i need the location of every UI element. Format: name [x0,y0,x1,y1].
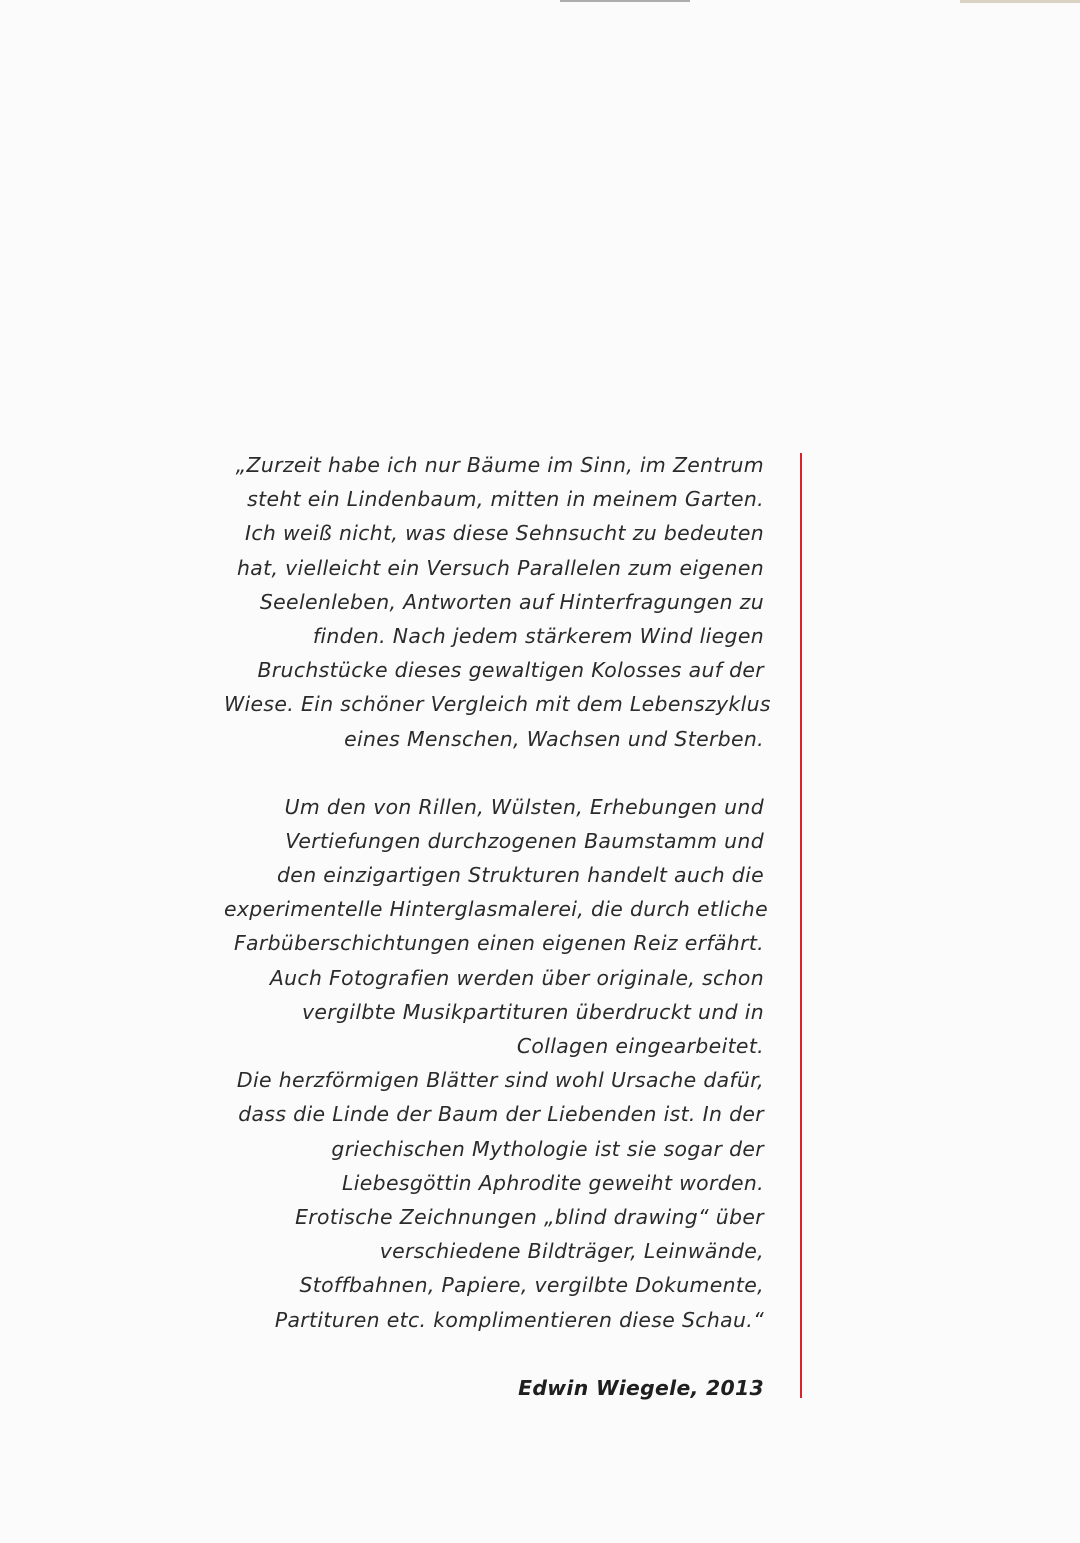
scan-edge-mark [560,0,690,2]
quote-line: den einzigartigen Strukturen handelt auch die [277,863,764,888]
quote-paragraph-2 [224,790,768,1337]
quote-line: Die herzförmigen Blätter sind wohl Ursache dafür, [236,1068,764,1093]
quote-line: dass die Linde der Baum der Liebenden ist. In der [238,1102,764,1127]
quote-line: Partituren etc. komplimentieren diese Schau.“ [274,1307,764,1332]
quote-line: hat, vielleicht ein Versuch Parallelen zum eigenen [237,555,764,580]
quote-line: Ich weiß nicht, was diese Sehnsucht zu bedeuten [244,521,764,546]
quote-line: Collagen eingearbeitet. [516,1034,764,1058]
paragraph-spacer [224,756,764,790]
scan-edge-mark-right [960,0,1080,3]
quote-line: griechischen Mythologie ist sie sogar der [331,1136,764,1161]
quote-line: experimentelle Hinterglasmalerei, die durch etliche [224,897,768,922]
quote-line: Wiese. Ein schöner Vergleich mit dem Lebenszyklus [224,692,771,717]
quote-line: verschiedene Bildträger, Leinwände, [379,1239,764,1264]
quote-line: steht ein Lindenbaum, mitten in meinem Garten. [247,487,764,512]
quote-line: Liebesgöttin Aphrodite geweiht worden. [342,1170,764,1195]
quote-line: eines Menschen, Wachsen und Sterben. [344,726,764,751]
quote-line: Vertiefungen durchzogenen Baumstamm und [285,828,764,853]
quote-line: Farbüberschichtungen einen eigenen Reiz erfährt. [233,931,764,956]
quote-line: Um den von Rillen, Wülsten, Erhebungen und [284,794,764,819]
red-vertical-rule [800,453,802,1398]
quote-line: finden. Nach jedem stärkerem Wind liegen [312,623,764,648]
quote-line: Erotische Zeichnungen „blind drawing“ über [295,1204,764,1229]
quote-line: Seelenleben, Antworten auf Hinterfragungen zu [259,589,764,614]
quote-line: „Zurzeit habe ich nur Bäume im Sinn, im Zentrum [235,453,764,477]
quote-paragraph-1 [224,448,771,756]
quote-line: Stoffbahnen, Papiere, vergilbte Dokumente, [299,1273,764,1298]
author-signature: Edwin Wiegele, 2013 [518,1375,764,1400]
quote-block [224,448,771,1405]
quote-line: Bruchstücke dieses gewaltigen Kolosses auf der [257,658,764,683]
quote-line: vergilbte Musikpartituren überdruckt und in [301,999,764,1024]
quote-line: Auch Fotografien werden über originale, schon [269,965,764,990]
